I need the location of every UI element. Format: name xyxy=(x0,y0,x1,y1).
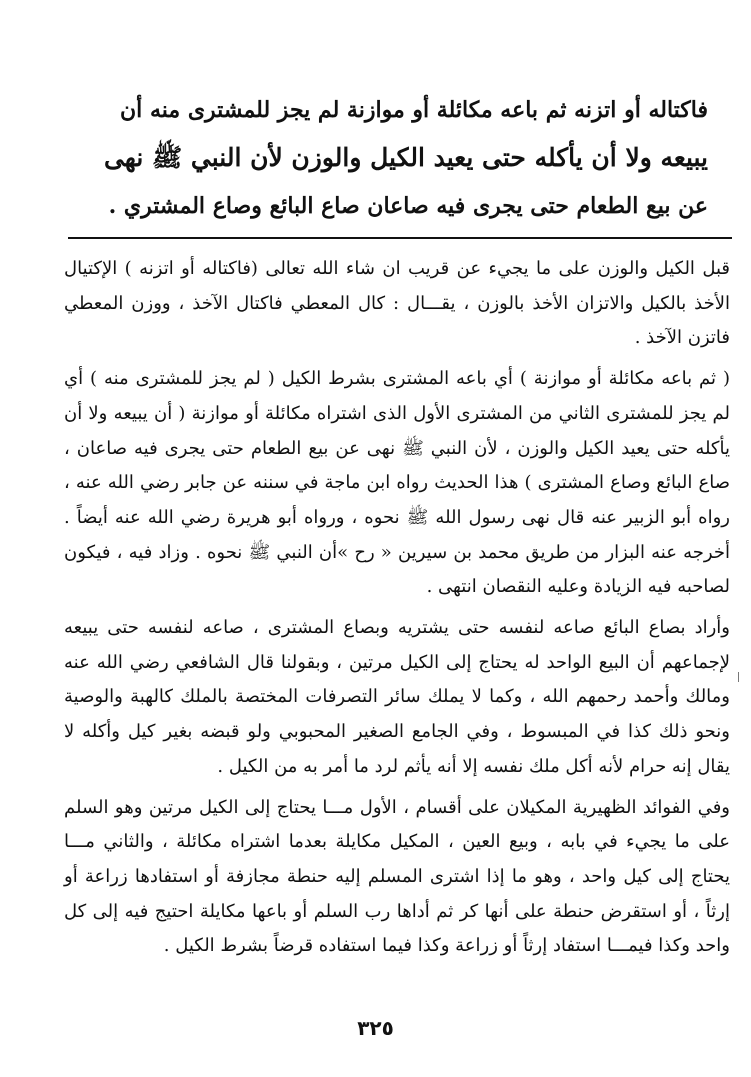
page-number: ٣٢٥ xyxy=(357,1016,394,1040)
separator-rule xyxy=(68,237,732,239)
commentary-paragraph: ( ثم باعه مكائلة أو موازنة ) أي باعه المشترى بشرط الكيل ( لم يجز للمشترى منه ) أي لم يجز للمشترى الثاني من المشترى الأول الذى اشتراه مكائلة أو موازنة ( أن يبيعه ولا أن يأكله حتى يعيد الكيل والوزن ، لأن النبي ﷺ نهى عن بيع الطعام حتى يجرى فيه صاعان ، صاع البائع وصاع المشترى ) هذا الحديث رواه ابن ماجة في سننه عن جابر رضي الله عنه ، رواه أبو الزبير عنه قال نهى رسول الله ﷺ نحوه ، ورواه أبو هريرة رضي الله عنه أيضاً . أخرجه عنه البزار من طريق محمد بن سيرين « رح »أن النبي ﷺ نحوه . وزاد فيه ، فيكون لصاحبه فيه الزيادة وعليه النقصان انتهى . xyxy=(64,368,730,598)
matn-line: فاكتاله أو اتزنه ثم باعه مكائلة أو موازنة لم يجز للمشترى منه أن xyxy=(120,97,708,123)
commentary-paragraph: وأراد بصاع البائع صاعه لنفسه حتى يشتريه وبصاع المشترى ، صاعه لنفسه حتى يبيعه لإجماعهم أن البيع الواحد له يحتاج إلى الكيل مرتين ، وبقولنا قال الشافعي رضي الله عنه ومالك وأحمد رحمهم الله ، وكما لا يملك سائر التصرفات المختصة بالملك كالهبة والوصية ونحو ذلك كذا في المبسوط ، وفي الجامع الصغير المحبوبي ولو قبضه بغير كيل وأكله لا يقال إنه حرام لأنه أكل ملك نفسه إلا أنه يأثم لرد ما أمر به من الكيل . xyxy=(64,617,730,777)
commentary-paragraph: وفي الفوائد الظهيرية المكيلان على أقسام ، الأول مـــا يحتاج إلى الكيل مرتين وهو السلم على ما يجيء في بابه ، وبيع العين ، المكيل مكايلة بعدما اشتراه مكائلة ، والثاني مـــا يحتاج إلى كيل واحد ، وهو ما إذا اشترى المسلم إليه حنطة مجازفة أو استفادها زراعة أو إرثاً ، أو استقرض حنطة على أنها كر ثم أداها رب السلم أو باعها مكايلة احتيج فيه إلى كل واحد وكذا فيمـــا استفاد إرثاً أو زراعة وكذا فيما استفاده قرضاً بشرط الكيل . xyxy=(64,796,730,957)
sharh-commentary xyxy=(64,252,730,964)
commentary-paragraph: قبل الكيل والوزن على ما يجيء عن قريب ان شاء الله تعالى (فاكتاله أو اتزنه ) الإكتيال الأخذ بالكيل والاتزان الأخذ بالوزن ، يقـــال : كال المعطي فاكتال الآخذ ، ووزن المعطي فاتزن الآخذ . xyxy=(64,258,730,349)
matn-main-text xyxy=(96,86,708,230)
matn-line: عن بيع الطعام حتى يجرى فيه صاعان صاع البائع وصاع المشتري . xyxy=(108,193,708,219)
margin-mark xyxy=(738,672,742,682)
matn-line: يبيعه ولا أن يأكله حتى يعيد الكيل والوزن لأن النبي ﷺ نهى xyxy=(103,143,708,172)
